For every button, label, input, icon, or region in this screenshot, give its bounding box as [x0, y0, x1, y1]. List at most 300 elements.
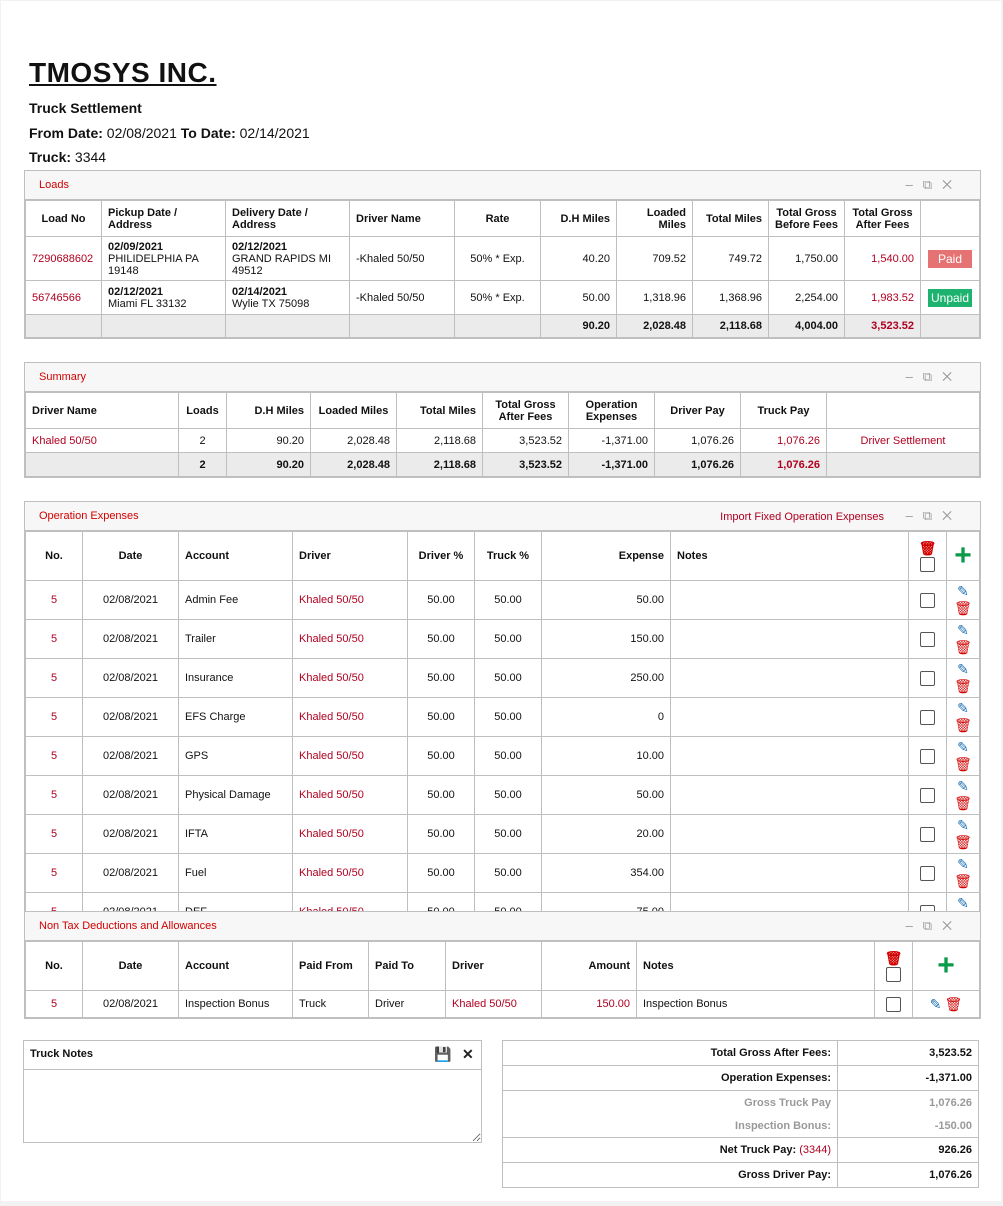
- driver-name: -Khaled 50/50: [350, 237, 455, 281]
- sum-total-loads: 2: [179, 453, 227, 477]
- panel-controls: [906, 369, 962, 385]
- truck-number: 3344: [74, 149, 107, 165]
- col-header: Total Miles: [693, 201, 769, 237]
- sum-total-gross: 3,523.52: [483, 453, 569, 477]
- load-number-link[interactable]: 56746566: [26, 281, 102, 315]
- edit-icon[interactable]: ✎: [957, 622, 969, 638]
- net-truck-number: (3344): [799, 1144, 831, 1156]
- loads-panel-title: Loads: [39, 179, 69, 191]
- opex-expense: 50.00: [542, 776, 671, 815]
- row-checkbox[interactable]: [920, 749, 935, 764]
- loads-header-row: [26, 201, 980, 237]
- ntd-date: 02/08/2021: [83, 991, 179, 1018]
- col-header: Driver: [446, 942, 542, 991]
- opex-driver-pct: 50.00: [408, 581, 475, 620]
- opex-account: Trailer: [179, 620, 293, 659]
- opex-header-row: [26, 532, 980, 581]
- summary-driver-link[interactable]: Khaled 50/50: [26, 429, 179, 453]
- col-header: Driver Name: [26, 393, 179, 429]
- panel-controls: [906, 508, 962, 524]
- row-actions: [947, 698, 980, 737]
- select-cell: [909, 776, 947, 815]
- totals-line: [503, 1066, 979, 1091]
- opex-panel-header: [25, 502, 980, 531]
- row-checkbox[interactable]: [920, 671, 935, 686]
- summary-total: 2,118.68: [397, 429, 483, 453]
- opex-no: 5: [26, 776, 83, 815]
- opex-no: 5: [26, 620, 83, 659]
- select-cell: [909, 620, 947, 659]
- gross-truck-label: Gross Truck Pay: [503, 1091, 838, 1115]
- opex-date: 02/08/2021: [83, 737, 179, 776]
- opex-expense: 0: [542, 698, 671, 737]
- opex-driver-pct: 50.00: [408, 737, 475, 776]
- row-checkbox[interactable]: [920, 710, 935, 725]
- net-truck-label: [503, 1138, 838, 1163]
- add-cell: [913, 942, 980, 991]
- col-header: Driver Pay: [655, 393, 741, 429]
- opex-no: 5: [26, 815, 83, 854]
- delivery-cell: [226, 237, 350, 281]
- inspection-value: -150.00: [838, 1114, 979, 1138]
- opex-panel-title: Operation Expenses: [39, 510, 139, 522]
- gross-after: 1,983.52: [845, 281, 921, 315]
- pickup-cell: [102, 237, 226, 281]
- col-header: Driver %: [408, 532, 475, 581]
- select-cell: [909, 581, 947, 620]
- opex-driver-pct: 50.00: [408, 854, 475, 893]
- status-cell: [921, 237, 980, 281]
- delete-icon[interactable]: 🗑: [954, 795, 972, 811]
- total-dh: 90.20: [541, 315, 617, 338]
- summary-driver-pay: 1,076.26: [655, 429, 741, 453]
- row-checkbox[interactable]: [920, 593, 935, 608]
- sum-total-dh: 90.20: [227, 453, 311, 477]
- table-row: [26, 737, 980, 776]
- opex-driver-link[interactable]: Khaled 50/50: [293, 581, 408, 620]
- opex-date: 02/08/2021: [83, 659, 179, 698]
- edit-icon[interactable]: ✎: [957, 739, 969, 755]
- summary-panel-header: [25, 363, 980, 392]
- opex-date: 02/08/2021: [83, 854, 179, 893]
- delete-icon[interactable]: 🗑: [954, 756, 972, 772]
- summary-opex: -1,371.00: [569, 429, 655, 453]
- close-icon[interactable]: ✕: [462, 1046, 474, 1062]
- loaded-miles: 1,318.96: [617, 281, 693, 315]
- pickup-zip: 19148: [108, 264, 139, 277]
- minimize-icon[interactable]: –: [905, 508, 923, 523]
- select-cell: [909, 659, 947, 698]
- table-row: [26, 698, 980, 737]
- col-header: D.H Miles: [541, 201, 617, 237]
- import-fixed-expenses-link[interactable]: Import Fixed Operation Expenses: [720, 511, 884, 523]
- truck-notes-panel: [23, 1040, 482, 1143]
- row-actions: [947, 659, 980, 698]
- restore-icon[interactable]: ⧉: [922, 177, 943, 192]
- load-number-link[interactable]: 7290688602: [26, 237, 102, 281]
- table-row: [26, 776, 980, 815]
- summary-panel-title: Summary: [39, 371, 87, 383]
- row-checkbox[interactable]: [886, 997, 901, 1012]
- col-header: D.H Miles: [227, 393, 311, 429]
- driver-name: -Khaled 50/50: [350, 281, 455, 315]
- opex-driver-link[interactable]: Khaled 50/50: [293, 776, 408, 815]
- opex-driver-pct: 50.00: [408, 620, 475, 659]
- ntd-panel: [24, 911, 981, 1019]
- col-header: Amount: [542, 942, 637, 991]
- delete-icon[interactable]: 🗑: [954, 600, 972, 616]
- driver-settlement-link[interactable]: Driver Settlement: [827, 429, 980, 453]
- summary-truck-pay: 1,076.26: [741, 429, 827, 453]
- settlement-page: [1, 1, 1001, 1201]
- minimize-icon[interactable]: –: [905, 369, 923, 384]
- sum-total-truck-pay: 1,076.26: [741, 453, 827, 477]
- totals-line: [503, 1138, 979, 1163]
- col-header: Notes: [671, 532, 909, 581]
- pickup-date: 02/09/2021: [108, 240, 164, 253]
- row-actions: [947, 620, 980, 659]
- status-badge[interactable]: Unpaid: [928, 289, 972, 307]
- col-header: Date: [83, 942, 179, 991]
- add-deduction-icon[interactable]: +: [937, 949, 955, 982]
- col-header: Account: [179, 532, 293, 581]
- ntd-account: Inspection Bonus: [179, 991, 293, 1018]
- delivery-zip: 49512: [232, 264, 263, 277]
- pickup-cell: [102, 281, 226, 315]
- truck-info: [29, 149, 106, 165]
- edit-icon[interactable]: ✎: [957, 661, 969, 677]
- status-cell: [921, 281, 980, 315]
- opex-expense: 50.00: [542, 581, 671, 620]
- date-range: [29, 125, 310, 141]
- row-actions: [947, 854, 980, 893]
- table-row: [26, 237, 980, 281]
- delivery-date: 02/14/2021: [232, 285, 288, 298]
- totals-line: [503, 1041, 979, 1066]
- delete-icon[interactable]: 🗑: [954, 678, 972, 694]
- from-date: 02/08/2021: [106, 125, 177, 141]
- opex-truck-pct: 50.00: [475, 581, 542, 620]
- opex-no: 5: [26, 698, 83, 737]
- inspection-label: Inspection Bonus:: [503, 1114, 838, 1138]
- opex-truck-pct: 50.00: [475, 776, 542, 815]
- opex-driver-link[interactable]: Khaled 50/50: [293, 698, 408, 737]
- table-row: [26, 659, 980, 698]
- page-title: Truck Settlement: [29, 100, 142, 116]
- delete-icon[interactable]: 🗑: [954, 717, 972, 733]
- ntd-paid-from: Truck: [293, 991, 369, 1018]
- opex-date: 02/08/2021: [83, 698, 179, 737]
- select-cell: [909, 815, 947, 854]
- delete-icon[interactable]: 🗑: [944, 995, 963, 1012]
- truck-label: Truck:: [29, 149, 72, 165]
- net-truck-text: Net Truck Pay:: [719, 1144, 797, 1156]
- minimize-icon[interactable]: –: [905, 177, 923, 192]
- bulk-delete-icon[interactable]: 🗑: [884, 950, 903, 966]
- delete-icon[interactable]: 🗑: [954, 639, 972, 655]
- edit-icon[interactable]: ✎: [957, 700, 969, 716]
- col-header: Load No: [26, 201, 102, 237]
- bulk-delete-icon[interactable]: 🗑: [918, 540, 937, 556]
- company-name: TMOSYS INC.: [29, 57, 217, 88]
- opex-expense: 20.00: [542, 815, 671, 854]
- opex-driver-link[interactable]: Khaled 50/50: [293, 659, 408, 698]
- edit-icon[interactable]: ✎: [957, 895, 969, 911]
- opex-notes: [671, 737, 909, 776]
- col-header: Date: [83, 532, 179, 581]
- loads-panel: [24, 170, 981, 339]
- restore-icon[interactable]: ⧉: [922, 918, 943, 933]
- opex-notes: [671, 776, 909, 815]
- col-header: Total Miles: [397, 393, 483, 429]
- row-checkbox[interactable]: [920, 788, 935, 803]
- delivery-date: 02/12/2021: [232, 240, 288, 253]
- select-cell: [909, 737, 947, 776]
- ntd-panel-title: Non Tax Deductions and Allowances: [39, 920, 217, 932]
- table-row: [26, 991, 980, 1018]
- summary-table: [25, 392, 980, 477]
- opex-account: Physical Damage: [179, 776, 293, 815]
- totals-line: [503, 1163, 979, 1188]
- totals-line: [503, 1114, 979, 1138]
- total-miles: 1,368.96: [693, 281, 769, 315]
- opex-no: 5: [26, 854, 83, 893]
- select-all-checkbox[interactable]: [920, 557, 935, 572]
- table-row: [26, 854, 980, 893]
- minimize-icon[interactable]: –: [905, 918, 923, 933]
- totals-line: [503, 1091, 979, 1115]
- opex-notes: [671, 698, 909, 737]
- restore-icon[interactable]: ⧉: [922, 508, 943, 523]
- opex-notes: [671, 854, 909, 893]
- edit-icon[interactable]: ✎: [957, 856, 969, 872]
- pickup-address: Miami FL 33132: [108, 297, 187, 310]
- sum-total-miles: 2,118.68: [397, 453, 483, 477]
- opex-no: 5: [26, 581, 83, 620]
- gross-driver-label: Gross Driver Pay:: [503, 1163, 838, 1188]
- loaded-miles: 709.52: [617, 237, 693, 281]
- opex-truck-pct: 50.00: [475, 698, 542, 737]
- truck-notes-input[interactable]: [24, 1070, 481, 1142]
- to-date: 02/14/2021: [239, 125, 310, 141]
- truck-notes-title: Truck Notes: [30, 1048, 93, 1060]
- col-header: Delivery Date / Address: [226, 201, 350, 237]
- dh-miles: 40.20: [541, 237, 617, 281]
- col-header: Loaded Miles: [311, 393, 397, 429]
- opex-value: -1,371.00: [838, 1066, 979, 1091]
- ntd-paid-to: Driver: [369, 991, 446, 1018]
- total-before: 4,004.00: [769, 315, 845, 338]
- row-actions: [947, 776, 980, 815]
- col-header: Driver Name: [350, 201, 455, 237]
- col-header: Truck Pay: [741, 393, 827, 429]
- bulk-actions: [875, 942, 913, 991]
- total-total-miles: 2,118.68: [693, 315, 769, 338]
- opex-account: EFS Charge: [179, 698, 293, 737]
- row-checkbox[interactable]: [920, 632, 935, 647]
- opex-no: 5: [26, 659, 83, 698]
- opex-date: 02/08/2021: [83, 581, 179, 620]
- opex-truck-pct: 50.00: [475, 737, 542, 776]
- add-cell: [947, 532, 980, 581]
- gross-before: 1,750.00: [769, 237, 845, 281]
- opex-truck-pct: 50.00: [475, 659, 542, 698]
- pickup-date: 02/12/2021: [108, 285, 164, 298]
- row-actions: [947, 581, 980, 620]
- col-header: No.: [26, 942, 83, 991]
- save-icon[interactable]: 💾: [434, 1046, 452, 1062]
- col-header: Notes: [637, 942, 875, 991]
- opex-account: IFTA: [179, 815, 293, 854]
- opex-notes: [671, 620, 909, 659]
- opex-notes: [671, 815, 909, 854]
- total-loaded: 2,028.48: [617, 315, 693, 338]
- col-header-status: [921, 201, 980, 237]
- opex-driver-link[interactable]: Khaled 50/50: [293, 620, 408, 659]
- summary-loads: 2: [179, 429, 227, 453]
- col-header: Driver: [293, 532, 408, 581]
- rate: 50% * Exp.: [455, 237, 541, 281]
- from-date-label: From Date:: [29, 125, 103, 141]
- opex-truck-pct: 50.00: [475, 815, 542, 854]
- summary-panel: [24, 362, 981, 478]
- to-date-label: To Date:: [180, 125, 236, 141]
- row-actions: [947, 737, 980, 776]
- gross-driver-value: 1,076.26: [838, 1163, 979, 1188]
- sum-total-loaded: 2,028.48: [311, 453, 397, 477]
- opex-notes: [671, 659, 909, 698]
- ntd-amount: 150.00: [542, 991, 637, 1018]
- table-row: [26, 281, 980, 315]
- col-header: Total Gross After Fees: [845, 201, 921, 237]
- totals-box: [502, 1040, 979, 1188]
- opex-no: 5: [26, 737, 83, 776]
- status-badge[interactable]: Paid: [928, 250, 972, 268]
- opex-driver-pct: 50.00: [408, 698, 475, 737]
- opex-driver-link[interactable]: Khaled 50/50: [293, 737, 408, 776]
- add-expense-icon[interactable]: +: [954, 539, 972, 572]
- panel-controls: [906, 918, 962, 934]
- col-header: Truck %: [475, 532, 542, 581]
- opex-driver-pct: 50.00: [408, 815, 475, 854]
- bulk-actions: [909, 532, 947, 581]
- rate: 50% * Exp.: [455, 281, 541, 315]
- row-checkbox[interactable]: [920, 866, 935, 881]
- ntd-header-row: [26, 942, 980, 991]
- edit-icon[interactable]: ✎: [957, 583, 969, 599]
- edit-icon[interactable]: ✎: [929, 995, 942, 1012]
- close-icon[interactable]: ✕: [942, 508, 962, 523]
- loads-table: [25, 200, 980, 338]
- col-header: Total Gross After Fees: [483, 393, 569, 429]
- col-header: Total Gross Before Fees: [769, 201, 845, 237]
- pickup-address: PHILIDELPHIA PA: [108, 252, 199, 265]
- opex-driver-link[interactable]: Khaled 50/50: [293, 815, 408, 854]
- net-truck-value: 926.26: [838, 1138, 979, 1163]
- select-cell: [909, 854, 947, 893]
- ntd-table: [25, 941, 980, 1018]
- opex-date: 02/08/2021: [83, 620, 179, 659]
- opex-truck-pct: 50.00: [475, 854, 542, 893]
- table-row: [26, 620, 980, 659]
- totals-row: [26, 315, 980, 338]
- totals-table: [502, 1040, 979, 1188]
- opex-date: 02/08/2021: [83, 776, 179, 815]
- table-row: [26, 581, 980, 620]
- opex-driver-link[interactable]: Khaled 50/50: [293, 854, 408, 893]
- col-header: Rate: [455, 201, 541, 237]
- col-header: Account: [179, 942, 293, 991]
- sum-total-driver-pay: 1,076.26: [655, 453, 741, 477]
- opex-expense: 354.00: [542, 854, 671, 893]
- col-header: Loads: [179, 393, 227, 429]
- edit-icon[interactable]: ✎: [957, 778, 969, 794]
- opex-notes: [671, 581, 909, 620]
- col-header: Loaded Miles: [617, 201, 693, 237]
- close-icon[interactable]: ✕: [942, 177, 962, 192]
- opex-account: GPS: [179, 737, 293, 776]
- col-header: Operation Expenses: [569, 393, 655, 429]
- col-header: Pickup Date / Address: [102, 201, 226, 237]
- opex-expense: 10.00: [542, 737, 671, 776]
- sum-total-opex: -1,371.00: [569, 453, 655, 477]
- col-header: Paid To: [369, 942, 446, 991]
- row-actions: [947, 815, 980, 854]
- delivery-cell: [226, 281, 350, 315]
- gross-after: 1,540.00: [845, 237, 921, 281]
- opex-label: Operation Expenses:: [503, 1066, 838, 1091]
- ntd-notes: Inspection Bonus: [637, 991, 875, 1018]
- ntd-driver-link[interactable]: Khaled 50/50: [446, 991, 542, 1018]
- select-cell: [875, 991, 913, 1018]
- edit-icon[interactable]: ✎: [957, 817, 969, 833]
- delivery-address: Wylie TX 75098: [232, 297, 310, 310]
- gross-truck-value: 1,076.26: [838, 1091, 979, 1115]
- opex-truck-pct: 50.00: [475, 620, 542, 659]
- ntd-panel-header: [25, 912, 980, 941]
- select-all-checkbox[interactable]: [886, 967, 901, 982]
- row-checkbox[interactable]: [920, 827, 935, 842]
- delete-icon[interactable]: 🗑: [954, 834, 972, 850]
- loads-panel-header: [25, 171, 980, 200]
- table-row: [26, 429, 980, 453]
- restore-icon[interactable]: ⧉: [922, 369, 943, 384]
- col-header: Paid From: [293, 942, 369, 991]
- close-icon[interactable]: ✕: [942, 918, 962, 933]
- opex-account: Fuel: [179, 854, 293, 893]
- total-after: 3,523.52: [845, 315, 921, 338]
- delivery-address: GRAND RAPIDS MI: [232, 252, 332, 265]
- opex-date: 02/08/2021: [83, 815, 179, 854]
- opex-account: Admin Fee: [179, 581, 293, 620]
- ntd-no: 5: [26, 991, 83, 1018]
- delete-icon[interactable]: 🗑: [954, 873, 972, 889]
- panel-controls: [906, 177, 962, 193]
- opex-driver-pct: 50.00: [408, 776, 475, 815]
- gross-before: 2,254.00: [769, 281, 845, 315]
- table-row: [26, 815, 980, 854]
- close-icon[interactable]: ✕: [942, 369, 962, 384]
- select-cell: [909, 698, 947, 737]
- col-header: No.: [26, 532, 83, 581]
- truck-notes-header: [24, 1041, 481, 1070]
- dh-miles: 50.00: [541, 281, 617, 315]
- col-header-action: [827, 393, 980, 429]
- opex-expense: 250.00: [542, 659, 671, 698]
- opex-expense: 150.00: [542, 620, 671, 659]
- summary-header-row: [26, 393, 980, 429]
- opex-account: Insurance: [179, 659, 293, 698]
